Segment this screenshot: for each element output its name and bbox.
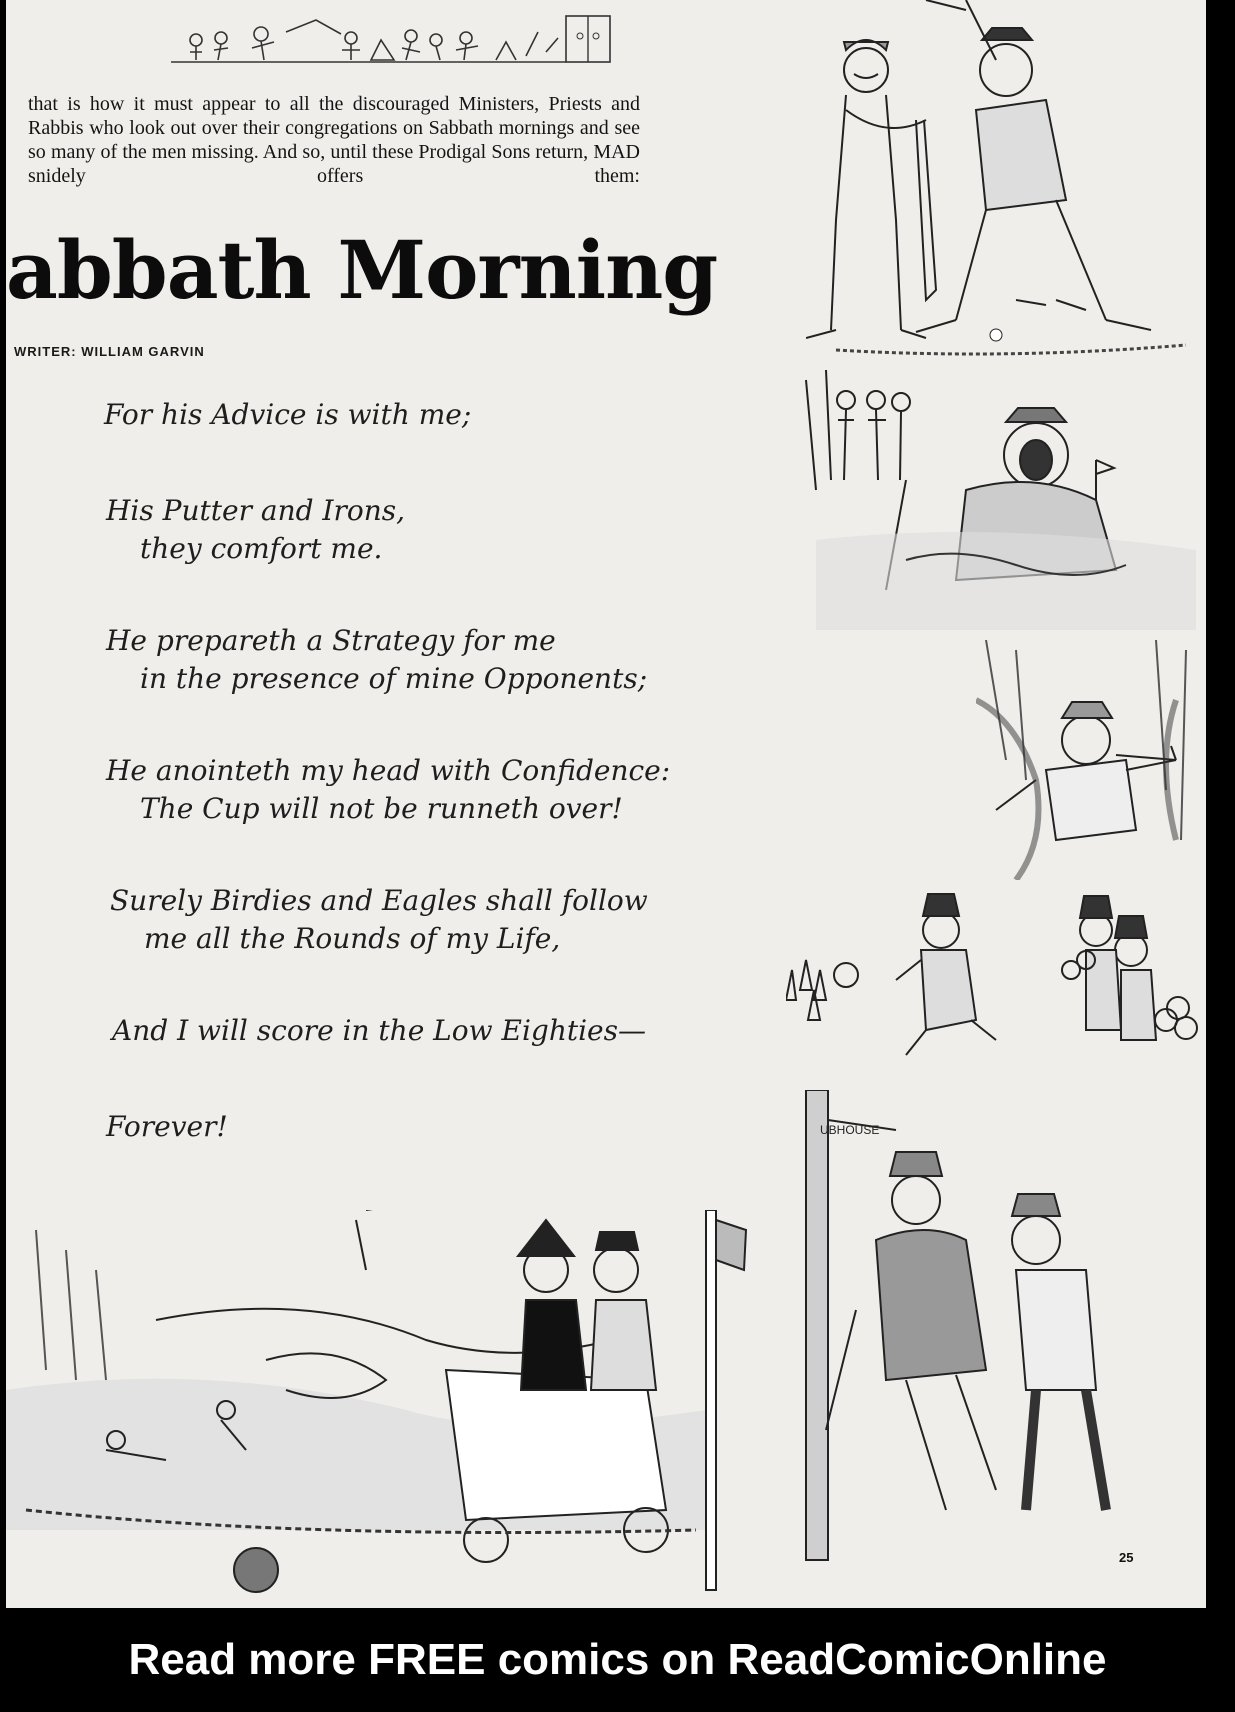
verse-3-line-1: He prepareth a Strategy for me: [106, 624, 556, 657]
clubhouse-illustration: [796, 1090, 1206, 1570]
water-hazard-illustration: [796, 370, 1206, 630]
verse-5: [110, 882, 648, 958]
verse-4-line-1: He anointeth my head with Confidence:: [106, 754, 671, 787]
writer-credit: WRITER: WILLIAM GARVIN: [14, 344, 205, 359]
verse-2-line-2: they comfort me.: [140, 532, 383, 565]
clubhouse-sign: UBHOUSE: [820, 1123, 880, 1137]
magazine-page: [6, 0, 1206, 1608]
verse-5-line-2: me all the Rounds of my Life,: [144, 922, 561, 955]
verse-3-line-2: in the presence of mine Opponents;: [140, 662, 648, 695]
verse-7-line-1: Forever!: [106, 1110, 228, 1143]
verse-6-line-1: And I will score in the Low Eighties—: [112, 1014, 646, 1047]
verse-3: [106, 622, 647, 698]
page-number: 25: [1119, 1550, 1134, 1565]
promo-banner: [0, 1608, 1235, 1712]
verse-4: [106, 752, 670, 828]
verse-1-line-1: For his Advice is with me;: [104, 398, 472, 431]
verse-5-line-1: Surely Birdies and Eagles shall follow: [110, 884, 648, 917]
verse-6: [112, 1012, 646, 1050]
rough-illustration: [976, 640, 1206, 880]
golfer-swing-illustration: [806, 0, 1206, 370]
golf-cart-illustration: [6, 1210, 786, 1600]
verse-2-line-1: His Putter and Irons,: [106, 494, 406, 527]
verse-1: [104, 396, 471, 434]
verse-2: [106, 492, 405, 568]
page-title: abbath Morning: [6, 223, 718, 317]
verse-4-line-2: The Cup will not be runneth over!: [140, 792, 623, 825]
top-strip-illustration: [166, 12, 626, 74]
intro-paragraph: that is how it must appear to all the discouraged Ministers, Priests and Rabbis who look out over their congregations on Sabbath mornings and see so many of the men missing. And so, until these Prodigal Sons return, MAD snidely offers them:: [28, 93, 640, 187]
promo-banner-link[interactable]: Read more FREE comics on ReadComicOnline: [128, 1635, 1107, 1684]
pilgrims-bowling-illustration: [786, 880, 1206, 1080]
verse-7: [106, 1108, 228, 1146]
